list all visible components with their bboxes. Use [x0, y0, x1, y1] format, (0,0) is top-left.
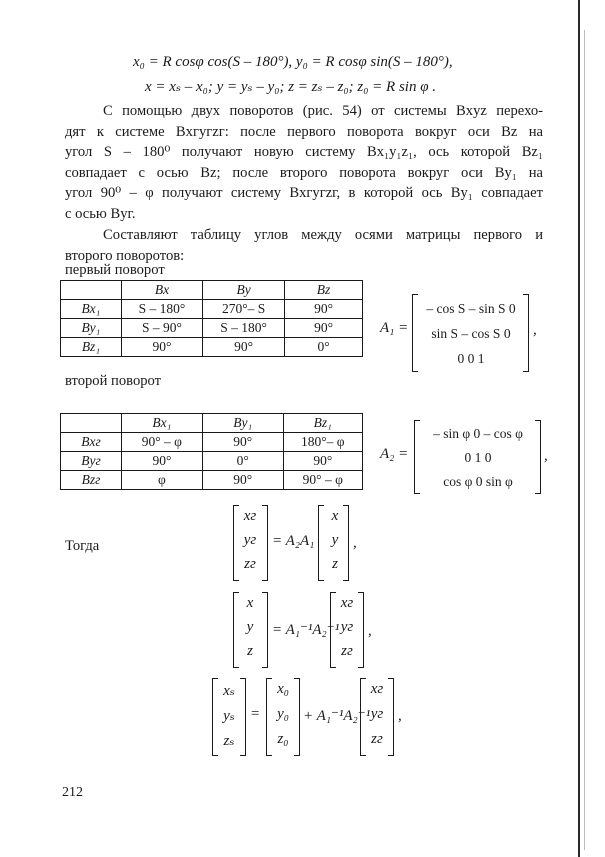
table-header-cell: Bx₁: [122, 414, 203, 433]
table-header-cell: [61, 281, 122, 300]
eq3-rhs-z: zг: [371, 731, 383, 747]
table-cell: Bz₁: [61, 338, 122, 357]
eq3-lhs-z: zₛ: [223, 733, 235, 749]
paragraph-line: угол 90⁰ – φ получают систему Bxгyгzг, в которой ось By₁ совпадает: [65, 185, 543, 202]
table-row: [61, 319, 363, 338]
paragraph-line: С помощью двух поворотов (рис. 54) от системы Bxyz перехо-: [103, 103, 543, 119]
matrix-a2-body: [421, 422, 535, 494]
table-cell: By₁: [61, 319, 122, 338]
eq3-lhs-x: xₛ: [223, 683, 235, 699]
table-row: [61, 452, 363, 471]
paragraph-line: совпадает с осью Bz; после второго поворота вокруг оси By₁ на: [65, 164, 543, 181]
eq1-lhs-y: yг: [243, 532, 257, 548]
eq2-rhs-z: zг: [341, 643, 353, 659]
table-header-cell: By₁: [202, 414, 283, 433]
eq2-rhs-bracket-right: [358, 592, 364, 668]
matrix-row: – cos S – sin S 0: [426, 301, 516, 316]
table-cell: 90° – φ: [283, 471, 362, 490]
eq3-mid-z0: z₀: [277, 731, 289, 747]
table-cell: 90°: [203, 338, 285, 357]
caption-second-rotation: второй поворот: [65, 373, 162, 389]
eq1-lhs-bracket-right: [262, 505, 268, 581]
matrix-a1-comma: ,: [533, 322, 537, 338]
table-cell: S – 90°: [121, 319, 202, 338]
matrix-a2-comma: ,: [544, 448, 548, 464]
eq2-operator: = A₁⁻¹A₂⁻¹: [272, 622, 340, 638]
table-cell: 90°: [285, 300, 363, 319]
paragraph-line: Составляют таблицу углов между осями матрицы первого и: [103, 227, 543, 243]
eq3-mid-bracket-right: [294, 678, 300, 756]
eq2-rhs-x: xг: [340, 595, 354, 611]
matrix-a1-bracket-left: [412, 294, 418, 372]
table-cell: 90°: [202, 433, 283, 452]
eq3-equals: =: [250, 706, 261, 722]
page-number: 212: [62, 785, 83, 800]
then-label: Тогда: [65, 538, 100, 554]
table-header-cell: Bz₁: [283, 414, 362, 433]
eq2-lhs-x: x: [246, 595, 254, 611]
eq3-operator: + A₁⁻¹A₂⁻¹: [303, 708, 371, 724]
table-header-cell: [61, 414, 122, 433]
table-row: [61, 433, 363, 452]
table-cell: S – 180°: [121, 300, 202, 319]
eq3-comma: ,: [398, 708, 402, 724]
table-row: [61, 471, 363, 490]
paragraph-table-intro: [65, 225, 543, 266]
table-cell: 180°– φ: [283, 433, 362, 452]
paragraph-line: второго поворотов:: [65, 247, 185, 264]
eq1-rhs-z: z: [332, 556, 338, 572]
eq1-comma: ,: [353, 535, 357, 551]
formula-line-2: x = xₛ – x₀; y = yₛ – y₀; z = zₛ – z₀; z₀ = R sin φ .: [145, 79, 437, 95]
table-row: [61, 338, 363, 357]
table-cell: 90°: [122, 452, 203, 471]
eq1-rhs-x: x: [331, 508, 339, 524]
eq3-rhs-x: xг: [370, 681, 384, 697]
table-cell: Byг: [61, 452, 122, 471]
paragraph-line: угол S – 180⁰ получают новую систему Bx₁y₁z₁, ось которой Bz₁: [65, 144, 543, 161]
matrix-row: cos φ 0 sin φ: [443, 474, 513, 489]
eq3-lhs-y: yₛ: [223, 708, 235, 724]
paragraph-line: с осью Byг.: [65, 205, 136, 222]
matrix-row: 0 1 0: [464, 450, 492, 465]
table-header-cell: By: [203, 281, 285, 300]
eq1-operator: = A₂A₁: [272, 533, 315, 549]
matrix-a2-bracket-right: [535, 420, 541, 494]
matrix-a2-bracket-left: [414, 420, 420, 494]
eq3-lhs-bracket-right: [240, 678, 246, 756]
matrix-a1-bracket-right: [523, 294, 529, 372]
page-spine-shadow: [584, 30, 585, 850]
angle-table-second: [60, 413, 363, 490]
page-spine-line: [578, 0, 580, 857]
table-header-cell: Bx: [121, 281, 202, 300]
table-cell: S – 180°: [203, 319, 285, 338]
eq3-mid-x0: x₀: [277, 681, 289, 697]
table-cell: Bxг: [61, 433, 122, 452]
eq2-comma: ,: [368, 623, 372, 639]
table-cell: 90°: [202, 471, 283, 490]
table-cell: φ: [122, 471, 203, 490]
table-cell: 90°: [283, 452, 362, 471]
eq2-rhs-y: yг: [340, 619, 354, 635]
table-row: [61, 300, 363, 319]
eq1-lhs-x: xг: [243, 508, 257, 524]
matrix-a2-label: A₂ =: [380, 446, 409, 462]
matrix-row: sin S – cos S 0: [431, 326, 511, 341]
eq2-lhs-z: z: [247, 643, 253, 659]
eq3-rhs-bracket-right: [388, 678, 394, 756]
matrix-row: 0 0 1: [457, 351, 485, 366]
eq3-mid-y0: y₀: [277, 706, 289, 722]
matrix-a1-label: A₁ =: [380, 320, 409, 336]
eq1-rhs-bracket-right: [343, 505, 349, 581]
paragraph-line: дят к системе Bxгyгzг: после первого поворота вокруг оси Bz на: [65, 123, 543, 140]
table-cell: 90°: [285, 319, 363, 338]
angle-table-first: [60, 280, 363, 357]
eq2-lhs-y: y: [246, 619, 254, 635]
table-cell: 0°: [285, 338, 363, 357]
eq2-lhs-bracket-right: [262, 592, 268, 668]
table-cell: 90°: [121, 338, 202, 357]
table-cell: Bzг: [61, 471, 122, 490]
eq1-rhs-y: y: [331, 532, 339, 548]
paragraph-rotations: [65, 101, 543, 225]
eq1-lhs-z: zг: [244, 556, 256, 572]
table-cell: 0°: [202, 452, 283, 471]
table-cell: 90° – φ: [122, 433, 203, 452]
table-header-cell: Bz: [285, 281, 363, 300]
matrix-row: – sin φ 0 – cos φ: [433, 426, 523, 441]
caption-first-rotation: первый поворот: [65, 262, 165, 278]
eq3-rhs-y: yг: [370, 706, 384, 722]
formula-line-1: x₀ = R cosφ cos(S – 180°), y₀ = R cosφ sin(S – 180°),: [133, 54, 453, 70]
matrix-a1-body: [420, 296, 522, 371]
table-cell: 270°– S: [203, 300, 285, 319]
table-cell: Bx₁: [61, 300, 122, 319]
